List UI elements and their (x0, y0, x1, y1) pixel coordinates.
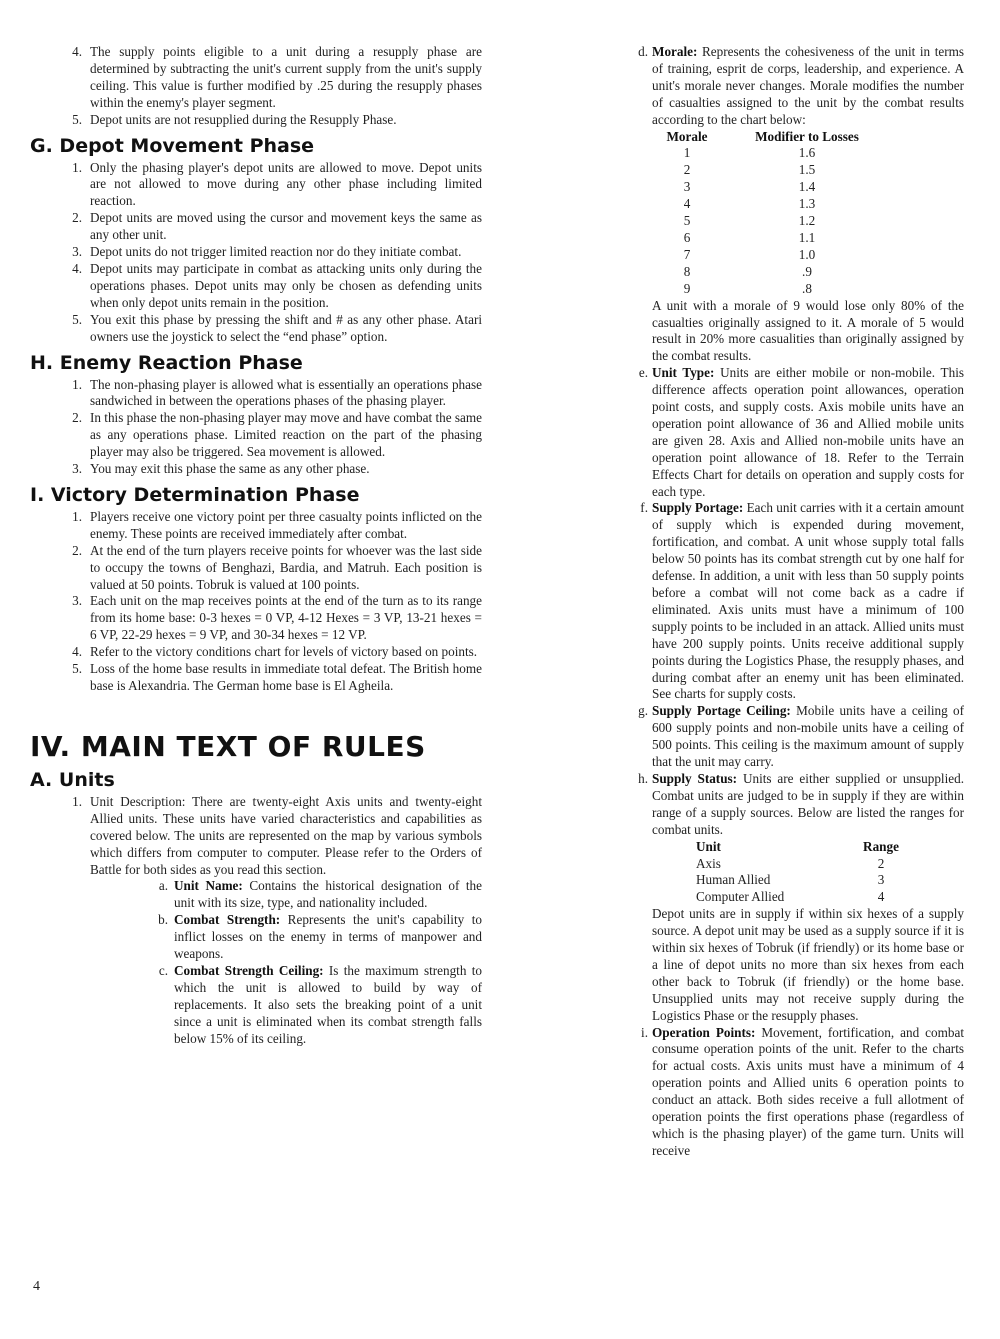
table-cell: 5 (683, 213, 691, 229)
sub-list-item (30, 912, 482, 963)
term: Supply Portage Ceiling: (652, 703, 791, 719)
item-text: Depot units do not trigger limited reaction nor do they initiate combat. (90, 244, 462, 260)
table-row (696, 856, 916, 873)
table-cell: 4 (683, 196, 691, 212)
item-letter: h. (638, 770, 648, 786)
item-text: Each unit on the map receives points at the end of the turn as to its range from its home base: 0-3 hexes = 0 VP, 4-12 Hexes = 3 VP, 13-21 hexes = 6 VP, 22-29 hexes = 9 VP, and 30-34 hexes = 12 VP. (90, 593, 482, 643)
list-item (30, 543, 482, 594)
table-cell: 1.5 (798, 162, 816, 178)
term: Morale: (652, 44, 698, 59)
item-number: 4. (72, 260, 82, 276)
table-row (652, 213, 892, 230)
definition: Each unit carries with it a certain amount of supply which is expended during movement, fortification, and combat. A unit whose supply total falls below 50 points has its combat strength cut by one half for defense. In addition, a unit with less than 50 supply points before a combat will not come back as a cadre if eliminated. Axis units must have a minimum of 100 supply points to be included in an attack. Allied units must have 200 supply points. Units receive additional supply points during the Logistics Phase, the resupply phases, and during combat after an enemy unit has been eliminated. See charts for supply costs. (652, 500, 964, 702)
term: Supply Status: (652, 770, 738, 786)
table-cell: .8 (802, 280, 812, 296)
item-number: 4. (72, 644, 82, 660)
item-text: Depot units may participate in combat as attacking units only during the operations phases. Depot units may only be chosen as defending units when only depot units remain in the position. (90, 260, 482, 310)
list-item (30, 377, 482, 411)
table-cell: 4 (877, 889, 885, 905)
table-cell: Human Allied (696, 872, 771, 888)
definition: Units are either mobile or non-mobile. This difference affects operation point allowances, operation point costs, and supply costs. Axis mobile units have an operation point allowance of 36 and Allied mobile units are given 28. Axis and Allied non-mobile units have an operation point allowance of 18. Refer to the Terrain Effects Chart for details on operation and supply costs for each type. (652, 365, 965, 499)
list-item (30, 312, 482, 346)
section-heading-victory-determination: I. Victory Determination Phase (30, 483, 360, 506)
list-item (30, 112, 482, 129)
item-letter: f. (640, 500, 648, 516)
item-text: You exit this phase by pressing the shift and # as any other phase. Atari owners use the joystick to select the “end phase” option. (90, 311, 482, 344)
sub-list-item (30, 963, 482, 1048)
morale-table (652, 129, 892, 298)
item-text: The non-phasing player is allowed what is essentially an operations phase sandwiched in between the operations phases of the phasing player. (90, 376, 482, 409)
definition: Is the maximum strength to which the unit is allowed to build by way of replacements. It also sets the breaking point of a unit since a unit is eliminated when its combat strength falls below 15% of its ceiling. (174, 962, 483, 1046)
table-cell: 2 (683, 162, 691, 178)
item-number: 1. (72, 793, 82, 809)
table-cell: 9 (683, 280, 691, 296)
table-cell: 1.4 (798, 179, 816, 195)
sub-list-item (634, 500, 964, 703)
list-item (30, 794, 482, 879)
table-cell: 7 (683, 246, 691, 262)
item-text: Depot units are not resupplied during the Resupply Phase. (90, 111, 397, 127)
table-row (652, 145, 892, 162)
table-cell: 1 (683, 145, 691, 161)
table-header: Range (863, 838, 899, 854)
term: Combat Strength: (174, 912, 281, 928)
sub-list-item (634, 44, 964, 129)
item-text: Unit Description: There are twenty-eight Axis units and twenty-eight Allied units. These units have varied characteristics and capabilities as covered below. The units are represented on the map by various symbols which differs from computer to computer. Please refer to the Orders of Battle for both sides as you read this section. (90, 793, 482, 877)
item-text: Only the phasing player's depot units are allowed to move. Depot units are not allowed to move during any other phase including limited reaction. (90, 159, 482, 209)
item-text: Depot units are moved using the cursor and movement keys the same as any other unit. (90, 210, 482, 243)
item-number: 1. (72, 159, 82, 175)
list-item (30, 261, 482, 312)
chapter-heading: IV. MAIN TEXT OF RULES (30, 729, 426, 763)
table-cell: 3 (877, 872, 885, 888)
list-item (30, 160, 482, 211)
right-column (634, 44, 964, 1160)
item-number: 1. (72, 508, 82, 524)
table-cell: Computer Allied (696, 889, 785, 905)
table-header: Morale (666, 128, 708, 144)
item-text: In this phase the non-phasing player may move and have combat the same as any operations phase. Limited reaction on the part of the phasing player may also be triggered. Sea movement is allowed. (90, 410, 482, 460)
item-letter: g. (638, 703, 648, 719)
item-number: 2. (72, 210, 82, 226)
range-table (696, 839, 916, 907)
table-row (652, 281, 892, 298)
term: Supply Portage: (652, 500, 744, 516)
table-row (652, 247, 892, 264)
list-item (30, 244, 482, 261)
table-cell: Axis (696, 855, 721, 871)
item-text: Loss of the home base results in immediate total defeat. The British home base is Alexandria. The German home base is El Agheila. (90, 661, 482, 693)
table-cell: 1.1 (798, 229, 816, 245)
list-item (30, 410, 482, 461)
table-cell: 3 (683, 179, 691, 195)
definition: Mobile units have a ceiling of 600 supply points and non-mobile units have a ceiling of 500 points. This ceiling is the maximum amount of supply that the unit may carry. (652, 703, 964, 770)
table-header: Unit (696, 838, 721, 854)
table-row (696, 872, 916, 889)
term: Unit Name: (174, 878, 243, 894)
definition: Represents the cohesiveness of the unit in terms of training, esprit de corps, leadership, and experience. A unit's morale never changes. Morale modifies the number of casualties assigned to the unit by the combat results according to the chart below: (652, 44, 964, 127)
item-text: At the end of the turn players receive points for whoever was the last side to occupy the towns of Benghazi, Bardia, and Matruh. Each position is valued at 50 points. Tobruk is valued at 100 points. (90, 542, 482, 592)
section-heading-depot-movement: G. Depot Movement Phase (30, 134, 315, 157)
item-number: 3. (72, 593, 82, 609)
list-item (30, 593, 482, 644)
definition: Movement, fortification, and combat consume operation points of the unit. Refer to the charts for actual costs. Axis units must have a minimum of 4 operation points and Allied units 6 operation points to conduct an attack. Both sides receive a full allotment of operation points the first operations phase (regardless of which is the phasing player) of the game turn. Units will receive (652, 1024, 964, 1158)
item-number: 5. (72, 111, 82, 127)
table-row (652, 179, 892, 196)
item-letter: c. (158, 962, 168, 978)
table-cell: 6 (683, 229, 691, 245)
table-cell: 8 (683, 263, 691, 279)
sub-list-item (634, 1025, 964, 1160)
list-item (30, 644, 482, 661)
section-heading-enemy-reaction: H. Enemy Reaction Phase (30, 351, 303, 374)
left-column (30, 44, 482, 1048)
term: Unit Type: (652, 365, 715, 381)
item-letter: i. (641, 1024, 648, 1040)
paragraph: A unit with a morale of 9 would lose only 80% of the casualties originally assigned to it. A morale of 5 would result in 20% more casualities than originally assigned by the combat results. (652, 297, 964, 364)
sub-list-item (634, 771, 964, 839)
table-cell: .9 (802, 263, 812, 279)
sub-list-item (634, 703, 964, 771)
item-number: 1. (72, 376, 82, 392)
item-text: The supply points eligible to a unit during a resupply phase are determined by subtracting the unit's current supply from the unit's supply ceiling. This value is further modified by .25 during the resupply phases within the enemy's player segment. (90, 44, 482, 110)
item-number: 2. (72, 410, 82, 426)
table-cell: 1.2 (798, 213, 816, 229)
item-text: Refer to the victory conditions chart for levels of victory based on points. (90, 644, 478, 660)
list-item (30, 210, 482, 244)
list-item (30, 44, 482, 112)
item-text: Players receive one victory point per three casualty points inflicted on the enemy. These points are received immediately after combat. (90, 508, 482, 541)
item-number: 5. (72, 311, 82, 327)
item-letter: b. (158, 912, 168, 928)
page-number: 4 (33, 1279, 40, 1294)
list-item (30, 661, 482, 695)
item-number: 5. (72, 661, 82, 677)
table-row (652, 230, 892, 247)
term: Combat Strength Ceiling: (174, 962, 324, 978)
definition: Units are either supplied or unsupplied. Combat units are judged to be in supply if they are within range of a supply sources. Below are listed the ranges for combat units. (652, 770, 964, 837)
definition: Contains the historical designation of the unit with its size, type, and nationality included. (174, 878, 482, 911)
table-cell: 1.3 (798, 196, 816, 212)
table-row (652, 264, 892, 281)
term: Operation Points: (652, 1024, 756, 1040)
list-item (30, 509, 482, 543)
item-letter: e. (638, 365, 648, 381)
table-row (652, 196, 892, 213)
table-row (652, 162, 892, 179)
item-number: 2. (72, 542, 82, 558)
item-text: You may exit this phase the same as any other phase. (90, 461, 370, 477)
list-item (30, 461, 482, 478)
table-cell: 1.0 (798, 246, 816, 262)
item-number: 3. (72, 461, 82, 477)
table-row (696, 889, 916, 906)
item-number: 4. (72, 44, 82, 59)
item-letter: d. (638, 44, 648, 59)
paragraph: Depot units are in supply if within six hexes of a supply source. A depot unit may be used as a supply source if it is within six hexes of Tobruk (if friendly) or its home base or a line of depot units no more than six hexes from each other back to Tobruk (if friendly) or the home base. Unsupplied units may not receive supply during the Logistics Phase or the resupply phases. (652, 906, 964, 1023)
sub-list-item (634, 365, 964, 500)
table-header: Modifier to Losses (755, 128, 859, 144)
item-letter: a. (158, 878, 168, 894)
sub-list-item (30, 878, 482, 912)
section-heading-units: A. Units (30, 768, 115, 791)
item-number: 3. (72, 244, 82, 260)
table-cell: 2 (877, 855, 885, 871)
definition: Represents the unit's capability to inflict losses on the enemy in terms of manpower and weapons. (174, 912, 482, 962)
table-cell: 1.6 (798, 145, 816, 161)
